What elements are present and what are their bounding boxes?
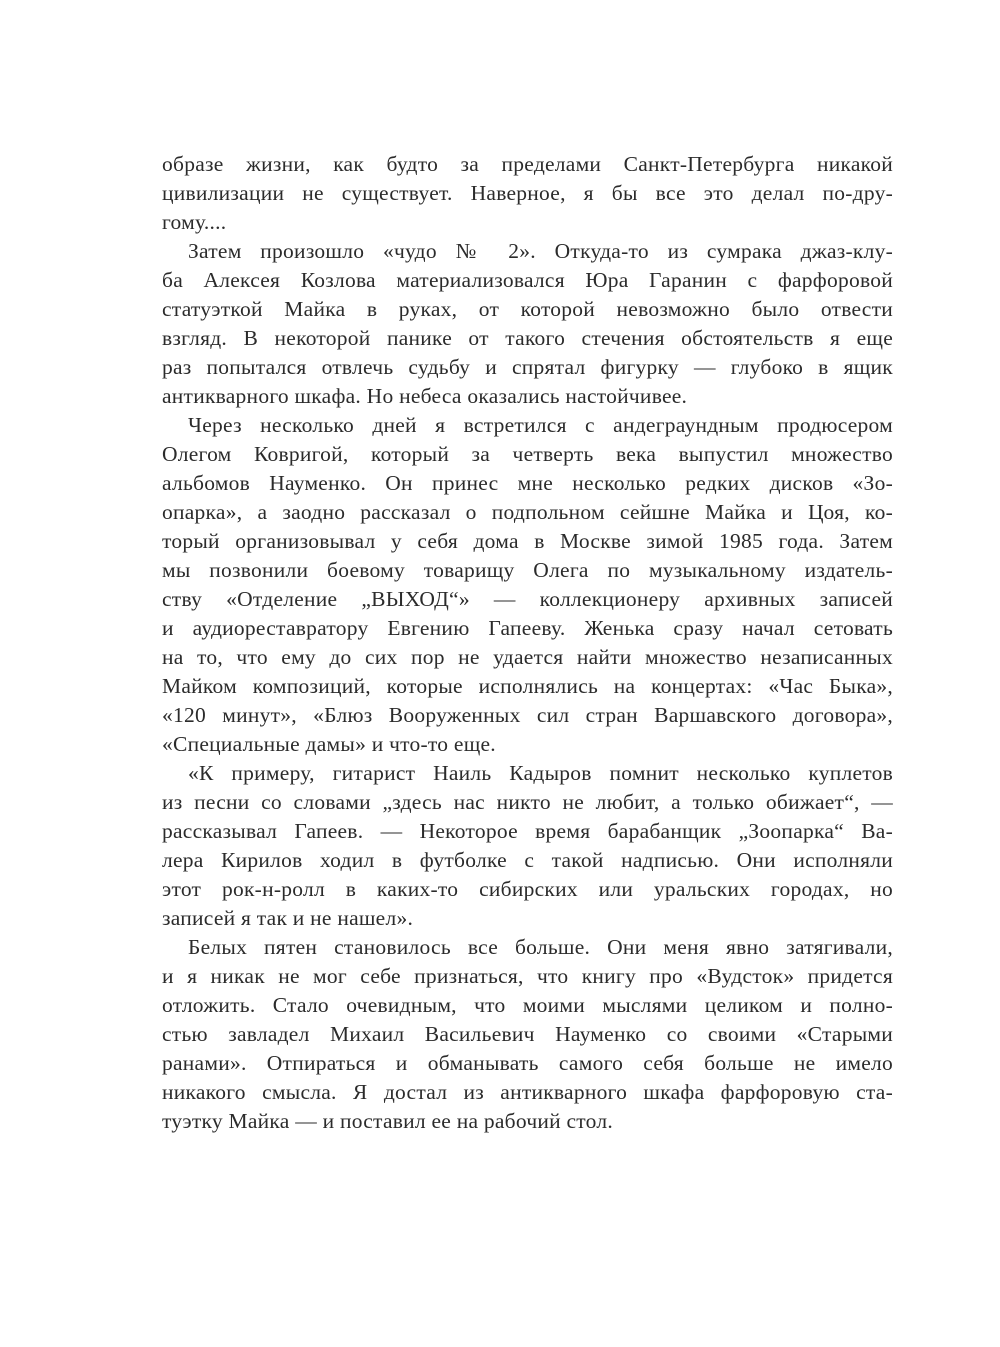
paragraph xyxy=(162,759,893,933)
text-line: «К примеру, гитарист Наиль Кадыров помнит несколько куплетов xyxy=(188,761,893,785)
text-line: «120 минут», «Блюз Вооруженных сил стран Варшавского договора», xyxy=(162,703,893,727)
text-line: никакого смысла. Я достал из антикварного шкафа фарфоровую ста- xyxy=(162,1080,893,1104)
body-text xyxy=(162,150,893,1136)
text-line: взгляд. В некоторой панике от такого стечения обстоятельств я еще xyxy=(162,326,893,350)
text-line: туэтку Майка — и поставил ее на рабочий стол. xyxy=(162,1109,613,1133)
text-line: антикварного шкафа. Но небеса оказались настойчивее. xyxy=(162,384,688,408)
text-line: «Специальные дамы» и что-то еще. xyxy=(162,732,496,756)
text-line: Белых пятен становилось все больше. Они меня явно затягивали, xyxy=(188,935,893,959)
text-line: ба Алексея Козлова материализовался Юра Гаранин с фарфоровой xyxy=(162,268,893,292)
text-line: из песни со словами „здесь нас никто не любит, а только обижает“, — xyxy=(162,790,893,814)
text-line: Через несколько дней я встретился с андеграундным продюсером xyxy=(188,413,893,437)
paragraph xyxy=(162,411,893,759)
text-line: Олегом Ковригой, который за четверть века выпустил множество xyxy=(162,442,893,466)
text-line: лера Кирилов ходил в футболке с такой надписью. Они исполняли xyxy=(162,848,893,872)
text-line: и я никак не мог себе признаться, что книгу про «Вудсток» придется xyxy=(162,964,893,988)
text-line: цивилизации не существует. Наверное, я бы все это делал по-дру- xyxy=(162,181,893,205)
text-line: рассказывал Гапеев. — Некоторое время барабанщик „Зоопарка“ Ва- xyxy=(162,819,893,843)
text-line: Затем произошло «чудо № 2». Откуда-то из сумрака джаз-клу- xyxy=(188,239,893,263)
text-line: альбомов Науменко. Он принес мне несколько редких дисков «Зо- xyxy=(162,471,893,495)
text-line: опарка», а заодно рассказал о подпольном сейшне Майка и Цоя, ко- xyxy=(162,500,893,524)
text-line: мы позвонили боевому товарищу Олега по музыкальному издатель- xyxy=(162,558,893,582)
text-line: образе жизни, как будто за пределами Санкт-Петербурга никакой xyxy=(162,152,893,176)
text-line: гому.... xyxy=(162,210,227,234)
text-line: Майком композиций, которые исполнялись на концертах: «Час Быка», xyxy=(162,674,893,698)
text-line: статуэткой Майка в руках, от которой невозможно было отвести xyxy=(162,297,893,321)
text-line: раз попытался отвлечь судьбу и спрятал фигурку — глубоко в ящик xyxy=(162,355,893,379)
paragraph xyxy=(162,150,893,237)
paragraph xyxy=(162,933,893,1136)
text-line: стью завладел Михаил Васильевич Науменко со своими «Старыми xyxy=(162,1022,893,1046)
text-line: ранами». Отпираться и обманывать самого себя больше не имело xyxy=(162,1051,893,1075)
text-line: и аудиореставратору Евгению Гапееву. Женька сразу начал сетовать xyxy=(162,616,893,640)
paragraph xyxy=(162,237,893,411)
text-line: отложить. Стало очевидным, что моими мыслями целиком и полно- xyxy=(162,993,893,1017)
text-line: на то, что ему до сих пор не удается найти множество незаписанных xyxy=(162,645,893,669)
text-line: ству «Отделение „ВЫХОД“» — коллекционеру архивных записей xyxy=(162,587,893,611)
text-line: этот рок-н-ролл в каких-то сибирских или уральских городах, но xyxy=(162,877,893,901)
text-line: торый организовывал у себя дома в Москве зимой 1985 года. Затем xyxy=(162,529,893,553)
text-line: записей я так и не нашел». xyxy=(162,906,414,930)
